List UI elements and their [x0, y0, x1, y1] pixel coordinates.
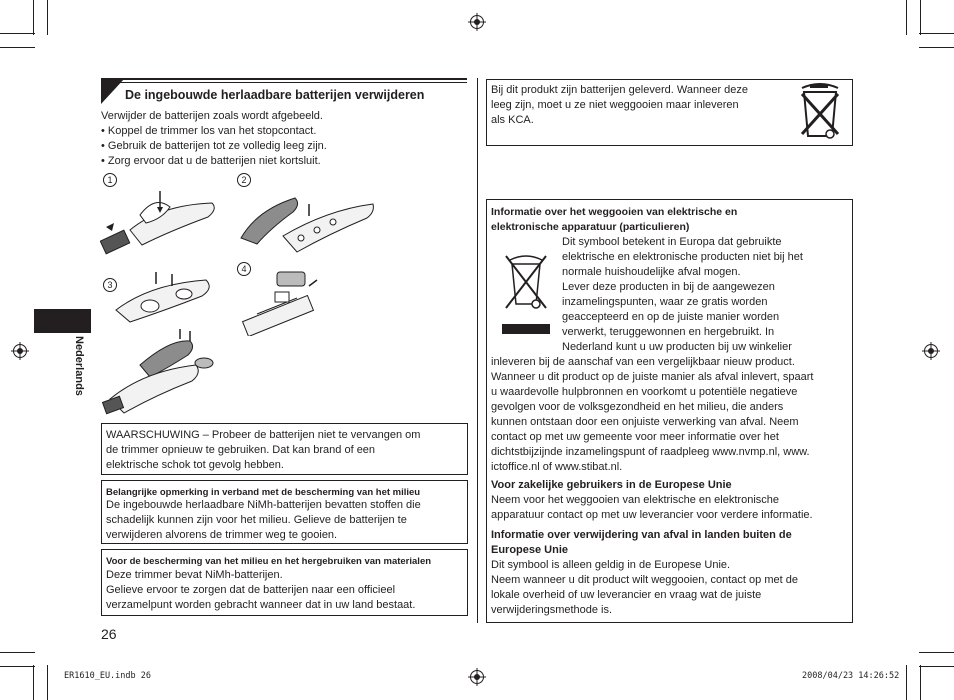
crossed-bin-icon	[796, 82, 844, 142]
section-title-bar	[101, 78, 467, 104]
business-text: apparatuur contact op met uw leverancier voor verdere informatie.	[491, 509, 813, 521]
bullet-item: • Gebruik de batterijen tot ze volledig leeg zijn.	[101, 140, 327, 152]
recycling-text: Gelieve ervoor te zorgen dat de batterijen naar een officieel	[106, 584, 396, 596]
crop-mark	[919, 652, 954, 653]
crop-mark	[0, 33, 35, 34]
trimmer-illustration	[100, 185, 220, 260]
notice-heading: Belangrijke opmerking in verband met de bescherming van het milieu	[106, 487, 421, 498]
crop-mark	[906, 0, 907, 35]
step-number: 3	[103, 278, 117, 292]
crop-mark	[0, 47, 35, 48]
weee-text: normale huishoudelijke afval mogen.	[562, 266, 741, 278]
intro-text: Verwijder de batterijen zoals wordt afgebeeld.	[101, 110, 323, 122]
weee-text: Dit symbool betekent in Europa dat gebruikte	[562, 236, 782, 248]
side-tab-label: Nederlands	[73, 336, 85, 396]
crop-mark	[0, 666, 35, 667]
registration-mark-icon	[468, 668, 486, 686]
registration-mark-icon	[922, 342, 940, 360]
outside-eu-text: verwijderingsmethode is.	[491, 604, 613, 616]
registration-mark-icon	[468, 13, 486, 31]
column-divider	[477, 78, 478, 623]
weee-text: verwerkt, teruggewonnen en hergebruikt. In	[562, 326, 775, 338]
recycling-text: verzamelpunt worden gebracht wanneer dat in uw land bestaat.	[106, 599, 416, 611]
title-rule	[101, 78, 467, 80]
crop-mark	[919, 33, 954, 34]
recycling-heading: Voor de bescherming van het milieu en het hergebruiken van materialen	[106, 556, 432, 567]
outside-eu-text: Neem wanneer u dit product wilt weggooien, contact op met de	[491, 574, 798, 586]
weee-text: elektrische en elektronische producten niet bij het	[562, 251, 803, 263]
battery-removal-illustration	[237, 266, 327, 336]
crop-mark	[919, 666, 954, 667]
footer-timestamp: 2008/04/23 14:26:52	[802, 671, 900, 681]
warning-text: de trimmer opnieuw te gebruiken. Dat kan brand of een	[106, 444, 376, 456]
bullet-item: • Koppel de trimmer los van het stopcontact.	[101, 125, 317, 137]
business-text: Neem voor het weggooien van elektrische en elektronische	[491, 494, 779, 506]
notice-text: verwijderen alvorens de trimmer weg te gooien.	[106, 529, 338, 541]
battery-text: Bij dit produkt zijn batterijen geleverd. Wanneer deze	[491, 84, 749, 96]
weee-heading: elektronische apparatuur (particulieren)	[491, 221, 690, 233]
side-tab-marker	[34, 309, 91, 333]
step-number: 1	[103, 173, 117, 187]
weee-text: kunnen ontstaan door een onjuiste verwerking van afval. Neem	[491, 416, 799, 428]
weee-text: geaccepteerd en op de juiste manier worden	[562, 311, 780, 323]
trimmer-illustration	[100, 325, 220, 420]
outside-eu-text: lokale overheid of uw leverancier en vraag wat de juiste	[491, 589, 762, 601]
weee-text: inleveren bij de aanschaf van een vergelijkbaar nieuw product.	[491, 356, 795, 368]
outside-eu-heading: Informatie over verwijdering van afval in landen buiten de	[491, 529, 792, 541]
weee-heading: Informatie over het weggooien van elektrische en	[491, 206, 738, 218]
bullet-item: • Zorg ervoor dat u de batterijen niet kortsluit.	[101, 155, 321, 167]
weee-text: Wanneer u dit product op de juiste manier als afval inlevert, spaart	[491, 371, 814, 383]
weee-crossed-bin-icon	[500, 250, 552, 336]
title-rule	[101, 82, 467, 83]
weee-text: Lever deze producten in bij de aangewezen	[562, 281, 775, 293]
trimmer-illustration	[237, 190, 377, 255]
weee-text: ictoffice.nl of www.stibat.nl.	[491, 461, 623, 473]
crop-mark	[919, 47, 954, 48]
crop-mark	[47, 665, 48, 700]
battery-text: als KCA.	[491, 114, 534, 126]
warning-text: elektrische schok tot gevolg hebben.	[106, 459, 284, 471]
crop-mark	[920, 0, 921, 35]
battery-text: leeg zijn, moet u ze niet weggooien maar inleveren	[491, 99, 739, 111]
business-heading: Voor zakelijke gebruikers in de Europese Unie	[491, 479, 732, 491]
weee-text: Nederland kunt u uw producten bij uw winkelier	[562, 341, 792, 353]
crop-mark	[33, 0, 34, 35]
step-number: 4	[237, 262, 251, 276]
notice-text: schadelijk kunnen zijn voor het milieu. Gelieve de batterijen te	[106, 514, 407, 526]
weee-text: gevolgen voor de volksgezondheid en het milieu, die anders	[491, 401, 784, 413]
outside-eu-text: Dit symbool is alleen geldig in de Europese Unie.	[491, 559, 731, 571]
weee-text: inzamelingspunten, waar ze gratis worden	[562, 296, 768, 308]
weee-text: dichtstbijzijnde inzamelingspunt of raadpleeg www.nvmp.nl, www.	[491, 446, 810, 458]
step-number: 2	[237, 173, 251, 187]
outside-eu-heading: Europese Unie	[491, 544, 569, 556]
crop-mark	[47, 0, 48, 35]
crop-mark	[920, 665, 921, 700]
title-corner-triangle	[101, 78, 125, 104]
warning-text: WAARSCHUWING – Probeer de batterijen niet te vervangen om	[106, 429, 421, 441]
notice-text: De ingebouwde herlaadbare NiMh-batterijen bevatten stoffen die	[106, 499, 421, 511]
section-title: De ingebouwde herlaadbare batterijen verwijderen	[125, 88, 425, 102]
crop-mark	[33, 665, 34, 700]
crop-mark	[906, 665, 907, 700]
trimmer-illustration	[110, 270, 220, 325]
weee-text: u waardevolle hulpbronnen en voorkomt u potentiële negatieve	[491, 386, 798, 398]
page-number: 26	[101, 626, 117, 642]
crop-mark	[0, 652, 35, 653]
footer-file-label: ER1610_EU.indb 26	[64, 671, 151, 681]
registration-mark-icon	[11, 342, 29, 360]
weee-text: contact op met uw gemeente voor meer informatie over het	[491, 431, 779, 443]
recycling-text: Deze trimmer bevat NiMh-batterijen.	[106, 569, 283, 581]
